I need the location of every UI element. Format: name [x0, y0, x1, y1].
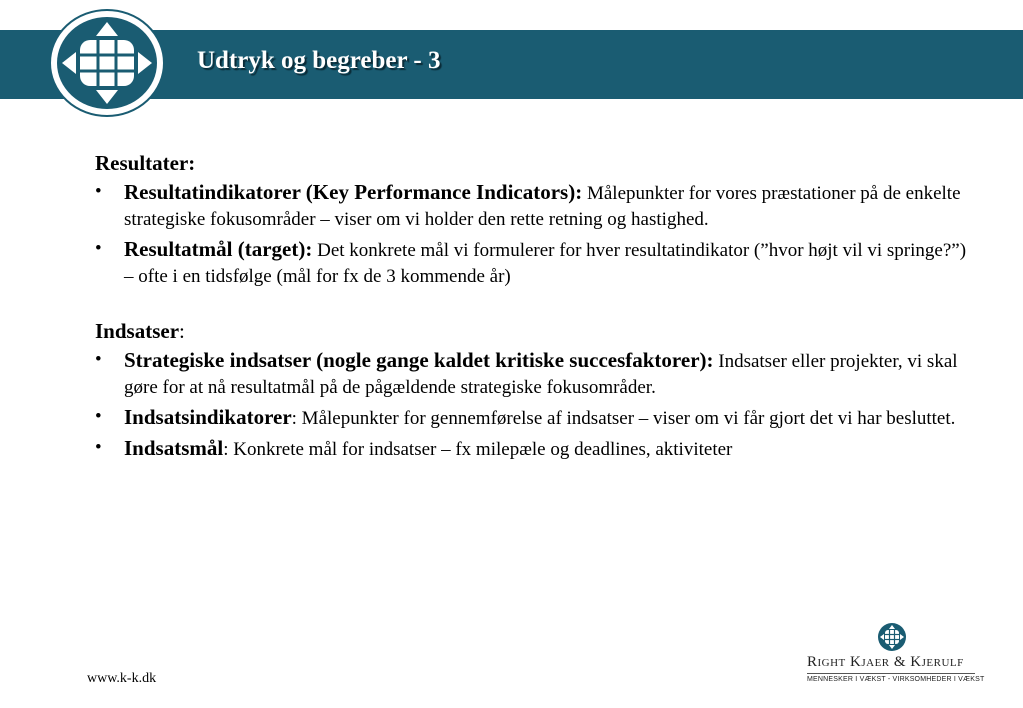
bullet-icon: •: [95, 406, 102, 427]
content-body: [95, 150, 975, 463]
brand-block: [807, 622, 985, 692]
section-heading-indsatser: Indsatser:: [95, 319, 185, 343]
list-item: • Resultatmål (target): Det konkrete mål vi formulerer for hver resultatindikator (”hvor højt vil vi springe?”) – ofte i en tidsfølge (mål for fx de 3 kommende år): [95, 237, 967, 287]
brand-divider: [807, 673, 975, 674]
list-item: • Strategiske indsatser (nogle gange kaldet kritiske succesfaktorer): Indsatser eller projekter, vi skal gøre for at nå resultatmål på de pågældende strategiske fokusområder.: [95, 348, 958, 398]
bullet-list-resultater: [95, 179, 975, 290]
bullet-icon: •: [95, 238, 102, 259]
bullet-icon: •: [95, 349, 102, 370]
list-item: • Resultatindikatorer (Key Performance Indicators): Målepunkter for vores præstationer på de enkelte strategiske fokusområder – viser om vi holder den rette retning og hastighed.: [95, 180, 961, 230]
list-item: • Indsatsindikatorer: Målepunkter for gennemførelse af indsatser – viser om vi får gjort det vi har besluttet.: [95, 405, 956, 429]
globe-small-logo-icon: [877, 622, 907, 652]
list-item: • Indsatsmål: Konkrete mål for indsatser – fx milepæle og deadlines, aktiviteter: [95, 436, 733, 460]
globe-logo-icon: [48, 8, 166, 118]
brand-name: Right Kjaer & Kjerulf: [807, 654, 964, 670]
bullet-list-indsatser: [95, 347, 975, 463]
section-heading-resultater: Resultater:: [95, 151, 196, 175]
brand-tagline: MENNESKER I VÆKST - VIRKSOMHEDER I VÆKST: [807, 676, 985, 683]
bullet-icon: •: [95, 181, 102, 202]
bullet-icon: •: [95, 437, 102, 458]
slide-title: Udtryk og begreber - 3: [197, 47, 441, 74]
footer-url-link[interactable]: www.k-k.dk: [87, 671, 157, 686]
